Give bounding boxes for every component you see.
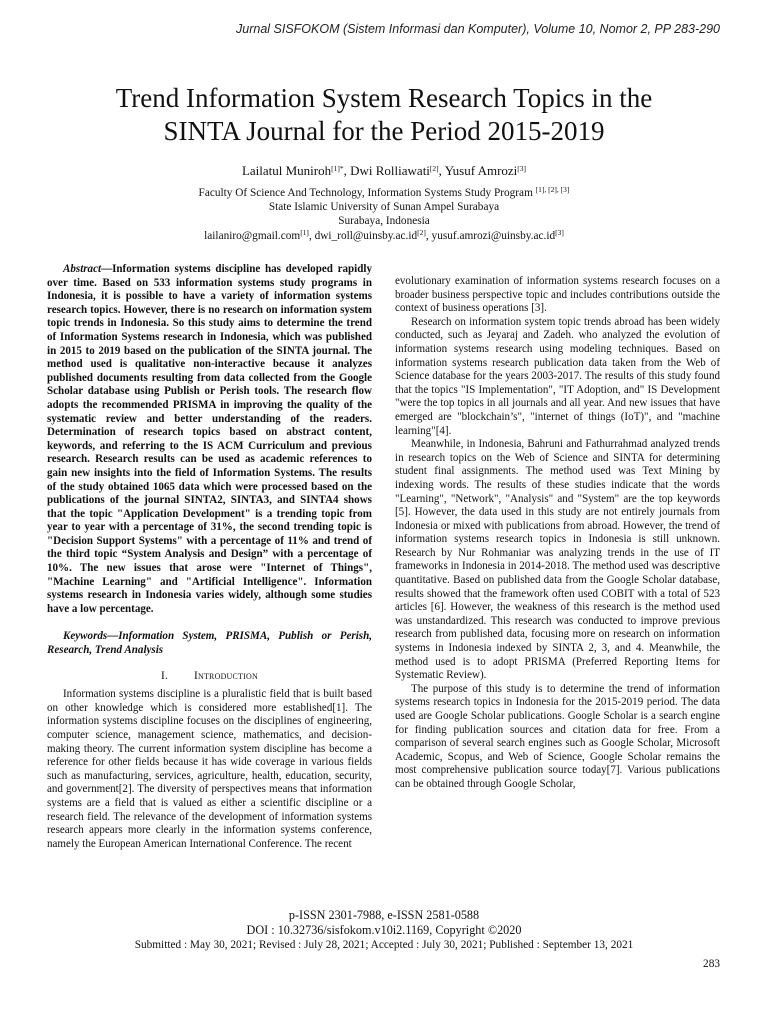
intro-paragraph-1: Information systems discipline is a pluralistic field that is built based on other knowledge which is considered more established[1]. The information systems discipline focuses on the disciplines of engineering, computer science, management science, mathematics, and decision-making theory. The current information system discipline has become a reference for other fields because it has wide coverage in various fields such as manufacturing, services, agriculture, health, education, security, and government[2]. The diversity of perspectives means that information systems are a field that is valued as either a scientific discipline or a research field. The relevance of the development of information systems research appears more clearly in the information systems conference, namely the European American International Conference. The recent — [47, 688, 372, 850]
affiliation-university: State Islamic University of Sunan Ampel Surabaya — [268, 201, 500, 214]
author-3: Yusuf Amrozi — [444, 163, 518, 178]
intro-paragraph-3: Meanwhile, in Indonesia, Bahruni and Fathurrahmad analyzed trends in research topics on the Web of Science and SINTA for determining student final assignments. The method used was Text Mining by indexing words. The results of these studies indicate that the words "Learning", "Network", "Analysis" and "System" are the top keywords [5]. However, the data used in this study are not entirely journals from Indonesia or mixed with publications from abroad. However, the trend of information systems research topics in Indonesia is still unknown. Research by Nur Rohmaniar was analyzing trends in the use of IT frameworks in Indonesia in 2014-2018. The method used was descriptive quantitative. Based on published data from the Google Scholar database, results showed that the framework often used COBIT with a total of 523 articles [6]. However, the weakness of this research is the method used was unstandardized. This research was conducted to improve previous research from published data, focusing more on research on information systems in Indonesia indexed by SINTA 2, 3, and 4. Meanwhile, the method used is to adopt PRISMA (Preferred Reporting Items for Systematic Review). — [395, 438, 720, 682]
footer-dates: Submitted : May 30, 2021; Revised : July 28, 2021; Accepted : July 30, 2021; Published : September 13, 2021 — [134, 939, 634, 951]
affiliation-block — [40, 186, 728, 243]
page-footer — [40, 908, 728, 953]
intro-continuation: evolutionary examination of information systems research focuses on a broader business perspective topic and includes contributions outside the context of business operations [3]. — [395, 275, 720, 315]
section-title: Introduction — [194, 669, 258, 682]
author-1: Lailatul Muniroh — [241, 163, 332, 178]
author-list: Lailatul Muniroh$^{[1]*}$, Dwi Rolliawati[2], Yusuf Amrozi[3] — [241, 163, 527, 178]
affiliation-faculty-line — [40, 186, 728, 200]
footer-doi: DOI : 10.32736/sisfokom.v10i2.1169, Copyright ©2020 — [246, 923, 522, 937]
abstract-text: —Information systems discipline has developed rapidly over time. Based on 533 information systems study programs in Indonesia, it is possible to have a variety of information systems research topics. However, there is no research on information system topic trends in Indonesia. So this study aims to determine the trend of Information Systems research in Indonesia, which was published in 2015 to 2019 based on the publication of the SINTA journal. The method used is qualitative non-interactive because it analyzes published documents resulting from data collected from the Google Scholar database using Publish or Perish tools. The research flow adopts the recommended PRISMA in improving the quality of the systematic review and better understanding of the readers. Determination of research topics based on abstract content, keywords, and referring to the IS ACM Curriculum and previous research. Research results can be used as academic references to gain new insights into the field of Information Systems. The results of the study obtained 1065 data which were processed based on the publications of the journal SINTA2, SINTA3, and SINTA4 shows that the topic "Application Development" is a trending topic from year to year with a percentage of 31%, the second trending topic is "Decision Support Systems" with a percentage of 11% and trend of the third topic “System Analysis and Design” with a percentage of 10%. The new issues that arose were "Internet of Things", "Machine Learning" and "Artificial Intelligence". Information systems research in Indonesia varies widely, although some studies have a low percentage. — [47, 263, 372, 615]
email-1-mark: [1] — [300, 227, 309, 237]
title-line-1: Trend Information System Research Topics in the — [115, 83, 653, 113]
email-2[interactable]: dwi_roll@uinsby.ac.id — [314, 229, 418, 242]
right-column — [395, 275, 720, 792]
author-2: Dwi Rolliawati — [350, 163, 430, 178]
title-line-2: SINTA Journal for the Period 2015-2019 — [163, 116, 605, 146]
abstract-label: Abstract — [63, 263, 102, 275]
footer-issn: p-ISSN 2301-7988, e-ISSN 2581-0588 — [288, 908, 480, 922]
affiliation-city: Surabaya, Indonesia — [338, 215, 430, 228]
section-number: I. — [161, 669, 169, 682]
author-2-affil: [2] — [429, 164, 439, 173]
author-1-affil: [1]* — [331, 164, 344, 173]
page-number: 283 — [703, 958, 720, 970]
affiliation-faculty: Faculty Of Science And Technology, Information Systems Study Program — [198, 187, 533, 199]
left-column — [47, 263, 372, 851]
journal-header: Jurnal SISFOKOM (Sistem Informasi dan Komputer), Volume 10, Nomor 2, PP 283-290 — [236, 22, 720, 36]
email-1[interactable]: lailaniro@gmail.com — [204, 229, 301, 242]
author-3-affil: [3] — [517, 164, 527, 173]
keywords: Keywords—Information System, PRISMA, Publish or Perish, Research, Trend Analysis — [47, 630, 372, 657]
email-3-mark: [3] — [555, 227, 564, 237]
section-heading-introduction — [47, 670, 372, 684]
author-emails: lailaniro@gmail.com[1], dwi_roll@uinsby.ac.id[2], yusuf.amrozi@uinsby.ac.id[3] — [204, 227, 564, 242]
abstract — [47, 263, 372, 616]
email-3[interactable]: yusuf.amrozi@uinsby.ac.id — [431, 229, 556, 242]
email-2-mark: [2] — [417, 227, 426, 237]
paper-title — [40, 82, 728, 148]
affiliation-faculty-marks: [1], [2], [3] — [535, 185, 570, 194]
intro-paragraph-2: Research on information system topic trends abroad has been widely conducted, such as Jeyaraj and Zadeh. who analyzed the evolution of information systems research using modeling techniques. Based on information systems research publication data taken from the Web of Science database for the years 2003-2017. The results of this study found that the topics "IS Implementation", "IT Adoption, and" IS Development "were the top topics in all journals and all year. And new issues that have emerged are "blockchain’s", "internet of things (IoT)", and "machine learning"[4]. — [395, 315, 720, 437]
intro-paragraph-4: The purpose of this study is to determine the trend of information systems research topics in Indonesia for the 2015-2019 period. The data used are Google Scholar publications. Google Scholar is a search engine for finding publication sources and citation data for free. From a comparison of several search engines such as Google Scholar, Microsoft Academic, Scopus, and Web of Science, Google Scholar remains the most comprehensive publication source today[7]. Various publications can be obtained through Google Scholar, — [395, 682, 720, 790]
